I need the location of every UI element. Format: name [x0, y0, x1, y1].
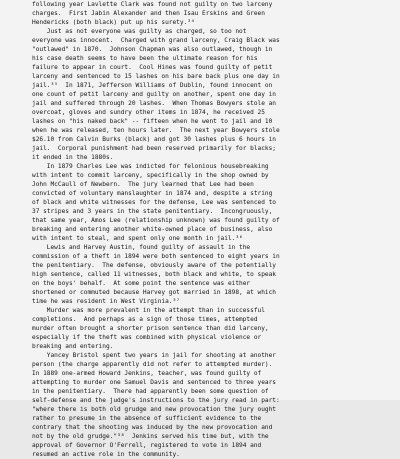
text-line: $26.10 from Calvin Burks (black) and got 30 lashes plus 6 hours in: [32, 136, 277, 143]
text-line: on the boys' behalf. At some point the sentence was either: [32, 280, 251, 287]
text-line: "outlawed" in 1870. Johnson Chapman was also outlawed, though in: [32, 46, 273, 53]
text-line: 37 stripes and 3 years in the state penitentiary. Incongruously,: [32, 208, 273, 215]
text-line: breaking and entering.: [32, 343, 114, 350]
text-line: jail. Corporal punishment had been reserved primarily for blacks;: [32, 145, 277, 152]
text-line: charges. First Jabin Alexander and then Isau Erskins and Green: [32, 10, 265, 17]
text-line: contrary that the shooting was induced by the new provocation and: [32, 424, 273, 431]
text-line: murder often brought a shorter prison sentence than did larceny,: [32, 325, 269, 332]
text-line: self-defense and the judge's instructions to the jury read in part:: [32, 397, 280, 404]
text-line: the penitentiary. The defense, obviously aware of the potentially: [32, 262, 277, 269]
text-line: Lewis and Harvey Austin, found guilty of assault in the: [32, 244, 251, 251]
text-line: overcoat, gloves and sundry other items in 1874, he received 25: [32, 109, 265, 116]
text-line: Yancey Bristol spent two years in jail for shooting at another: [32, 352, 277, 359]
text-line: "where there is both old grudge and new provocation the jury ought: [32, 406, 277, 413]
text-line: In 1889 one-armed Howard Jenkins, teacher, was found guilty of: [32, 370, 262, 377]
text-line: In 1879 Charles Lee was indicted for felonious housebreaking: [32, 163, 269, 170]
text-line: not by the old grudge."³⁸ Jenkins served his time but, with the: [32, 433, 269, 440]
text-line: completions. And perhaps as a sign of those times, attempted: [32, 316, 258, 323]
text-line: high sentence, called 11 witnesses, both black and white, to speak: [32, 271, 277, 278]
text-line: especially if the theft was combined with physical violence or: [32, 334, 262, 341]
body-text: [32, 0, 394, 459]
text-line: jail and suffered through 20 lashes. When Thomas Bowyers stole an: [32, 100, 277, 107]
text-line: one count of petit larceny and guilty on another, spent one day in: [32, 91, 277, 98]
text-line: with intent to commit larceny, specifically in the shop owned by: [32, 172, 269, 179]
text-line: it ended in the 1880s.: [32, 154, 114, 161]
text-line: breaking and entering another white-owned place of business, also: [32, 226, 273, 233]
text-line: resumed an active role in the community.: [32, 451, 180, 458]
text-line: Hendericks (both black) put up his surety.³⁴: [32, 19, 195, 26]
text-line: rather to presume in the absence of sufficient evidence to the: [32, 415, 262, 422]
text-line: everyone was innocent. Charged with grand larceny, Craig Black was: [32, 37, 280, 44]
text-line: time he was resident in West Virginia.³⁷: [32, 298, 180, 305]
text-line: commission of a theft in 1894 were both sentenced to eight years in: [32, 253, 280, 260]
text-line: in the penitentiary. There had apparently been some question of: [32, 388, 269, 395]
text-line: following year Lavlette Clark was found not guilty on two larceny: [32, 1, 273, 8]
text-line: Murder was more prevalent in the attempt than in successful: [32, 307, 265, 314]
text-line: John McCaull of Newbern. The jury learned that Lee had been: [32, 181, 254, 188]
text-line: larceny and sentenced to 15 lashes on his bare back plus one day in: [32, 73, 280, 80]
text-line: attempting to murder one Samuel Davis and sentenced to three years: [32, 379, 277, 386]
text-line: with intent to steal, and spent only one month in jail.³⁶: [32, 235, 243, 242]
text-line: that same year, Amos Lee (relationship unknown) was found guilty of: [32, 217, 280, 224]
text-line: of black and white witnesses for the defense, Lee was sentenced to: [32, 199, 277, 206]
text-line: Just as not everyone was guilty as charged, so too not: [32, 28, 247, 35]
text-line: jail.³⁵ In 1871, Jefferson Williams of Dublin, found innocent on: [32, 82, 273, 89]
text-line: person (the charge apparently did not refer to attempted murder).: [32, 361, 273, 368]
text-line: his case death seems to have been the ultimate reason for his: [32, 55, 258, 62]
text-line: failure to appear in court. Cool Hines was found guilty of petit: [32, 64, 273, 71]
text-line: when he was released, ten hours later. The next year Bowyers stole: [32, 127, 280, 134]
text-line: lashes on "his naked back" -- fifteen when he went to jail and 10: [32, 118, 273, 125]
text-line: approval of Governor O'Ferrell, registered to vote in 1894 and: [32, 442, 262, 449]
text-line: convicted of voluntary manslaughter in 1874 and, despite a string: [32, 190, 273, 197]
text-line: shortened or commuted because Harvey got married in 1898, at which: [32, 289, 277, 296]
